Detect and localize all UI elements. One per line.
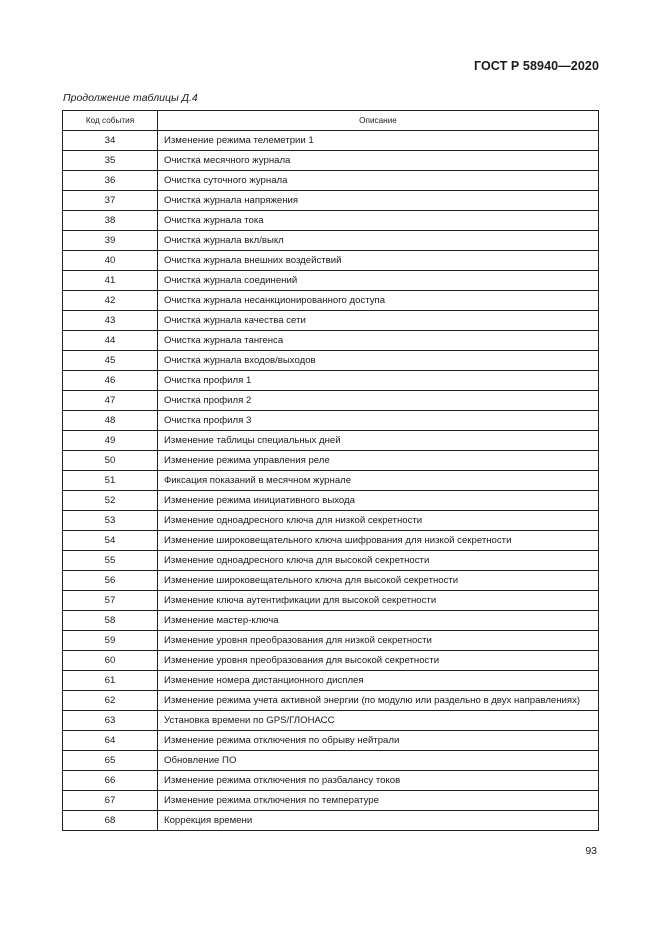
event-code-cell: 57 — [63, 591, 158, 611]
table-row — [63, 671, 599, 691]
event-description-cell: Изменение уровня преобразования для низкой секретности — [158, 631, 599, 651]
event-description-cell: Очистка месячного журнала — [158, 151, 599, 171]
event-description-cell: Изменение таблицы специальных дней — [158, 431, 599, 451]
table-row — [63, 571, 599, 591]
event-description-cell: Изменение уровня преобразования для высокой секретности — [158, 651, 599, 671]
event-code-cell: 65 — [63, 751, 158, 771]
event-code-cell: 62 — [63, 691, 158, 711]
table-row — [63, 731, 599, 751]
event-description-cell: Очистка суточного журнала — [158, 171, 599, 191]
table-row — [63, 771, 599, 791]
table-row — [63, 711, 599, 731]
table-row — [63, 171, 599, 191]
table-row — [63, 271, 599, 291]
table-row — [63, 351, 599, 371]
event-description-cell: Изменение ключа аутентификации для высокой секретности — [158, 591, 599, 611]
event-description-cell: Изменение режима учета активной энергии (по модулю или раздельно в двух направлениях) — [158, 691, 599, 711]
event-code-cell: 50 — [63, 451, 158, 471]
event-code-cell: 49 — [63, 431, 158, 451]
table-row — [63, 691, 599, 711]
event-code-cell: 58 — [63, 611, 158, 631]
event-code-cell: 61 — [63, 671, 158, 691]
event-code-cell: 55 — [63, 551, 158, 571]
event-code-cell: 42 — [63, 291, 158, 311]
event-description-cell: Изменение режима телеметрии 1 — [158, 131, 599, 151]
table-row — [63, 611, 599, 631]
event-description-cell: Очистка журнала внешних воздействий — [158, 251, 599, 271]
table-body — [63, 131, 599, 831]
table-row — [63, 631, 599, 651]
event-code-cell: 53 — [63, 511, 158, 531]
event-code-cell: 48 — [63, 411, 158, 431]
table-row — [63, 791, 599, 811]
event-code-cell: 47 — [63, 391, 158, 411]
column-header-code: Код события — [63, 111, 158, 131]
event-description-cell: Очистка журнала качества сети — [158, 311, 599, 331]
event-code-cell: 43 — [63, 311, 158, 331]
event-description-cell: Очистка профиля 3 — [158, 411, 599, 431]
event-code-cell: 56 — [63, 571, 158, 591]
table-row — [63, 311, 599, 331]
event-code-cell: 41 — [63, 271, 158, 291]
table-row — [63, 151, 599, 171]
event-code-cell: 63 — [63, 711, 158, 731]
event-code-cell: 54 — [63, 531, 158, 551]
event-description-cell: Изменение мастер-ключа — [158, 611, 599, 631]
event-description-cell: Очистка журнала входов/выходов — [158, 351, 599, 371]
event-description-cell: Изменение широковещательного ключа шифрования для низкой секретности — [158, 531, 599, 551]
event-description-cell: Изменение режима управления реле — [158, 451, 599, 471]
table-row — [63, 751, 599, 771]
event-code-cell: 35 — [63, 151, 158, 171]
event-code-cell: 64 — [63, 731, 158, 751]
event-code-cell: 60 — [63, 651, 158, 671]
event-description-cell: Очистка журнала тока — [158, 211, 599, 231]
table-row — [63, 291, 599, 311]
table-row — [63, 451, 599, 471]
event-code-cell: 34 — [63, 131, 158, 151]
table-row — [63, 131, 599, 151]
event-code-cell: 44 — [63, 331, 158, 351]
table-row — [63, 491, 599, 511]
event-description-cell: Очистка профиля 1 — [158, 371, 599, 391]
table-row — [63, 551, 599, 571]
event-code-cell: 40 — [63, 251, 158, 271]
event-description-cell: Очистка журнала соединений — [158, 271, 599, 291]
event-description-cell: Обновление ПО — [158, 751, 599, 771]
event-description-cell: Изменение режима отключения по температуре — [158, 791, 599, 811]
event-code-cell: 52 — [63, 491, 158, 511]
table-row — [63, 811, 599, 831]
event-description-cell: Фиксация показаний в месячном журнале — [158, 471, 599, 491]
event-description-cell: Изменение одноадресного ключа для низкой секретности — [158, 511, 599, 531]
event-description-cell: Изменение одноадресного ключа для высокой секретности — [158, 551, 599, 571]
event-code-cell: 59 — [63, 631, 158, 651]
column-header-description: Описание — [158, 111, 599, 131]
event-description-cell: Изменение широковещательного ключа для высокой секретности — [158, 571, 599, 591]
table-row — [63, 431, 599, 451]
table-row — [63, 411, 599, 431]
table-header-row — [63, 111, 599, 131]
event-code-cell: 67 — [63, 791, 158, 811]
event-code-cell: 37 — [63, 191, 158, 211]
table-row — [63, 231, 599, 251]
event-description-cell: Изменение режима инициативного выхода — [158, 491, 599, 511]
page-number: 93 — [585, 845, 597, 857]
table-row — [63, 211, 599, 231]
event-code-cell: 51 — [63, 471, 158, 491]
table-row — [63, 331, 599, 351]
event-description-cell: Коррекция времени — [158, 811, 599, 831]
table-row — [63, 591, 599, 611]
event-code-cell: 46 — [63, 371, 158, 391]
table-row — [63, 251, 599, 271]
event-description-cell: Очистка профиля 2 — [158, 391, 599, 411]
event-description-cell: Очистка журнала напряжения — [158, 191, 599, 211]
event-code-cell: 45 — [63, 351, 158, 371]
event-code-cell: 36 — [63, 171, 158, 191]
event-description-cell: Изменение режима отключения по разбалансу токов — [158, 771, 599, 791]
table-row — [63, 191, 599, 211]
event-codes-table — [62, 110, 599, 831]
event-code-cell: 39 — [63, 231, 158, 251]
event-description-cell: Очистка журнала тангенса — [158, 331, 599, 351]
event-code-cell: 66 — [63, 771, 158, 791]
table-row — [63, 531, 599, 551]
table-row — [63, 471, 599, 491]
event-description-cell: Очистка журнала вкл/выкл — [158, 231, 599, 251]
document-header-standard: ГОСТ Р 58940—2020 — [473, 59, 599, 73]
table-row — [63, 391, 599, 411]
table-caption: Продолжение таблицы Д.4 — [63, 92, 198, 104]
event-code-cell: 38 — [63, 211, 158, 231]
table-row — [63, 371, 599, 391]
table-row — [63, 651, 599, 671]
event-code-cell: 68 — [63, 811, 158, 831]
event-description-cell: Установка времени по GPS/ГЛОНАСС — [158, 711, 599, 731]
event-description-cell: Очистка журнала несанкционированного доступа — [158, 291, 599, 311]
event-description-cell: Изменение номера дистанционного дисплея — [158, 671, 599, 691]
event-description-cell: Изменение режима отключения по обрыву нейтрали — [158, 731, 599, 751]
table-row — [63, 511, 599, 531]
